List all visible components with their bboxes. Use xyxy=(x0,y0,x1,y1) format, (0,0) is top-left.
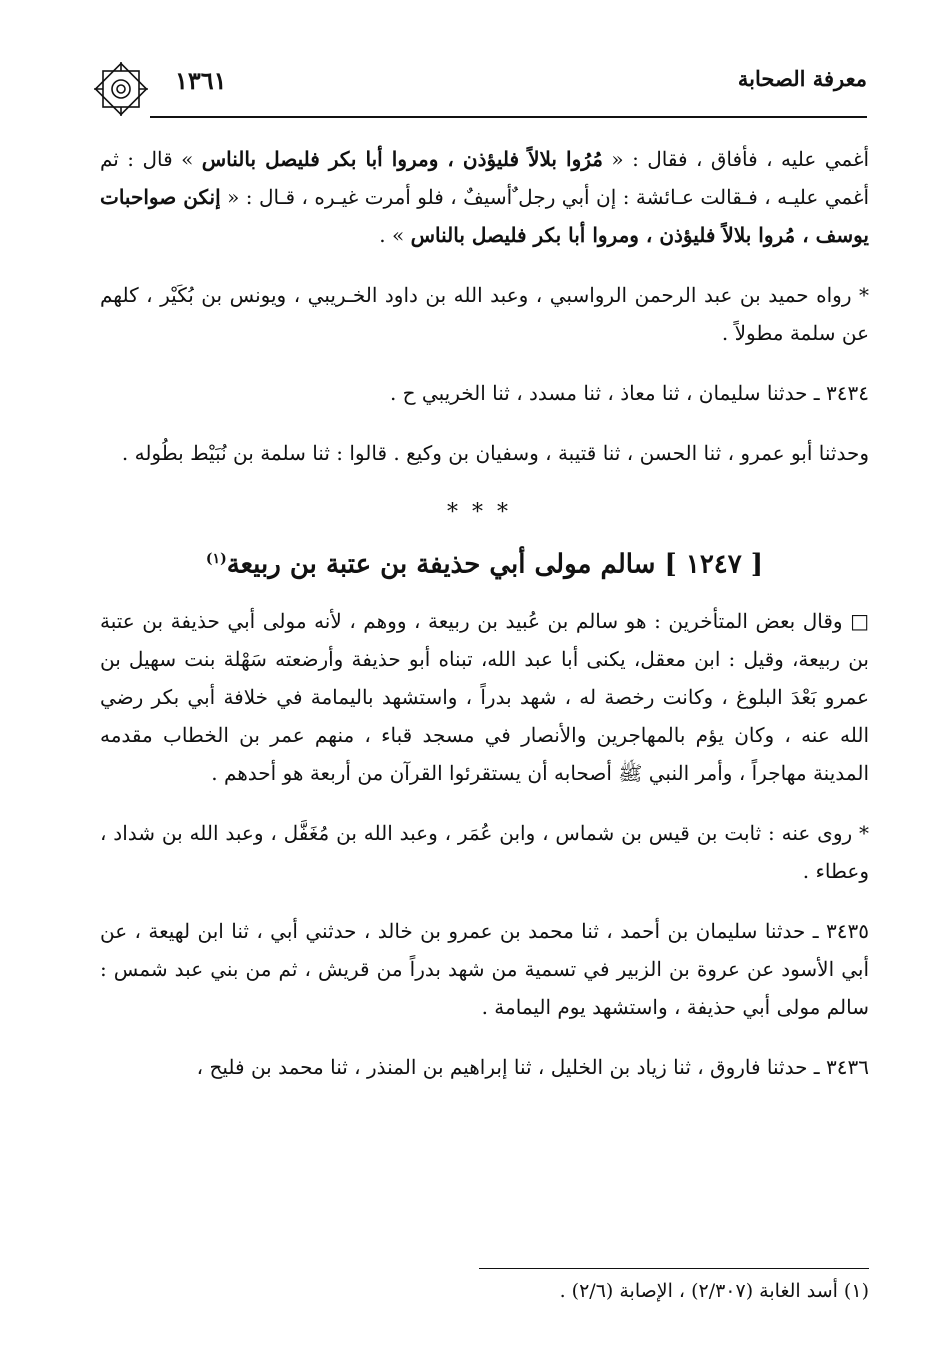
text-segment: » . xyxy=(379,223,411,247)
section-title xyxy=(100,540,869,584)
bold-quote: إنكن صواحبات يوسف ، مُروا بلالاً فليؤذن ، ومروا أبا بكر فليصل بالناس xyxy=(100,185,869,247)
paragraph-narrators: * رواه حميد بن عبد الرحمن الرواسبي ، وعبد الله بن داود الخـريبي ، ويونس بن بُكَيْر ، كلهم عن سلمة مطولاً . xyxy=(100,283,869,345)
footnote-marker: (١) xyxy=(205,551,227,567)
paragraph-hadith-3436: ٣٤٣٦ ـ حدثنا فاروق ، ثنا زياد بن الخليل ، ثنا إبراهيم بن المنذر ، ثنا محمد بن فليح ، xyxy=(196,1054,869,1079)
ornament-icon xyxy=(90,58,152,120)
bold-quote: مُرُوا بلالاً فليؤذن ، ومروا أبا بكر فليصل بالناس xyxy=(201,147,603,171)
section-divider: *** xyxy=(447,500,522,525)
header-rule xyxy=(150,116,867,118)
paragraph-hadith-3434: ٣٤٣٤ ـ حدثنا سليمان ، ثنا معاذ ، ثنا مسدد ، ثنا الخريبي ح . xyxy=(389,381,869,405)
paragraph-chain: وحدثنا أبو عمرو ، ثنا الحسن ، ثنا قتيبة ، وسفيان بن وكيع . قالوا : ثنا سلمة بن نُبَيْط بطُوله . xyxy=(121,441,869,465)
page-header xyxy=(90,58,867,118)
text-segment: أغمي عليه ، فأفاق ، فقال : « xyxy=(603,147,870,171)
running-title: معرفة الصحابة xyxy=(737,66,867,91)
footnote: (١) أسد الغابة (٢/٣٠٧) ، الإصابة (٢/٦) . xyxy=(559,1280,869,1302)
text-segment: » قال : ثم أغمي عليـه ، فـقالت عـائشة : إن أبي رجل ٌأسيفٌ ، فلو أمرت غيـره ، قـال : « xyxy=(100,147,870,209)
footnote-rule xyxy=(479,1268,869,1269)
page-body xyxy=(100,140,869,1108)
section-title-text: [ ١٢٤٧ ] سالم مولى أبي حذيفة بن عتبة بن ربيعة xyxy=(226,549,764,580)
paragraph-hadith-text xyxy=(100,140,869,254)
paragraph-narrated-from: * روى عنه : ثابت بن قيس بن شماس ، وابن عُمَر ، وعبد الله بن مُغَفَّل ، وعبد الله بن شداد ، وعطاء . xyxy=(100,820,869,883)
paragraph-hadith-3435: ٣٤٣٥ ـ حدثنا سليمان بن أحمد ، ثنا محمد بن عمرو بن خالد ، حدثني أبي ، ثنا ابن لهيعة ، عن أبي الأسود عن عروة بن الزبير في تسمية من شهد بدراً من قريش ، ثم من بني عبد شمس : سالم مولى أبي حذيفة ، واستشهد يوم اليمامة . xyxy=(100,918,869,1019)
paragraph-biography: □ وقال بعض المتأخرين : هو سالم بن عُبيد بن ربيعة ، ووهم ، لأنه مولى أبي حذيفة بن عتبة بن ربيعة، وقيل : ابن معقل، يكنى أبا عبد الله، تبناه أبو حذيفة وأرضعته سَهْلة بنت سهيل بن عمرو بَعْدَ البلوغ ، وكانت رخصة له ، شهد بدراً ، واستشهد باليمامة في خلافة أبي بكر رضي الله عنه ، وكان يؤم بالمهاجرين والأنصار في مسجد قباء ، منهم عمر بن الخطاب مقدمه المدينة مهاجراً ، وأمر النبي ﷺ أصحابه أن يستقرئوا القرآن من أربعة هو أحدهم . xyxy=(100,608,869,785)
page-number: ١٣٦١ xyxy=(175,66,227,95)
